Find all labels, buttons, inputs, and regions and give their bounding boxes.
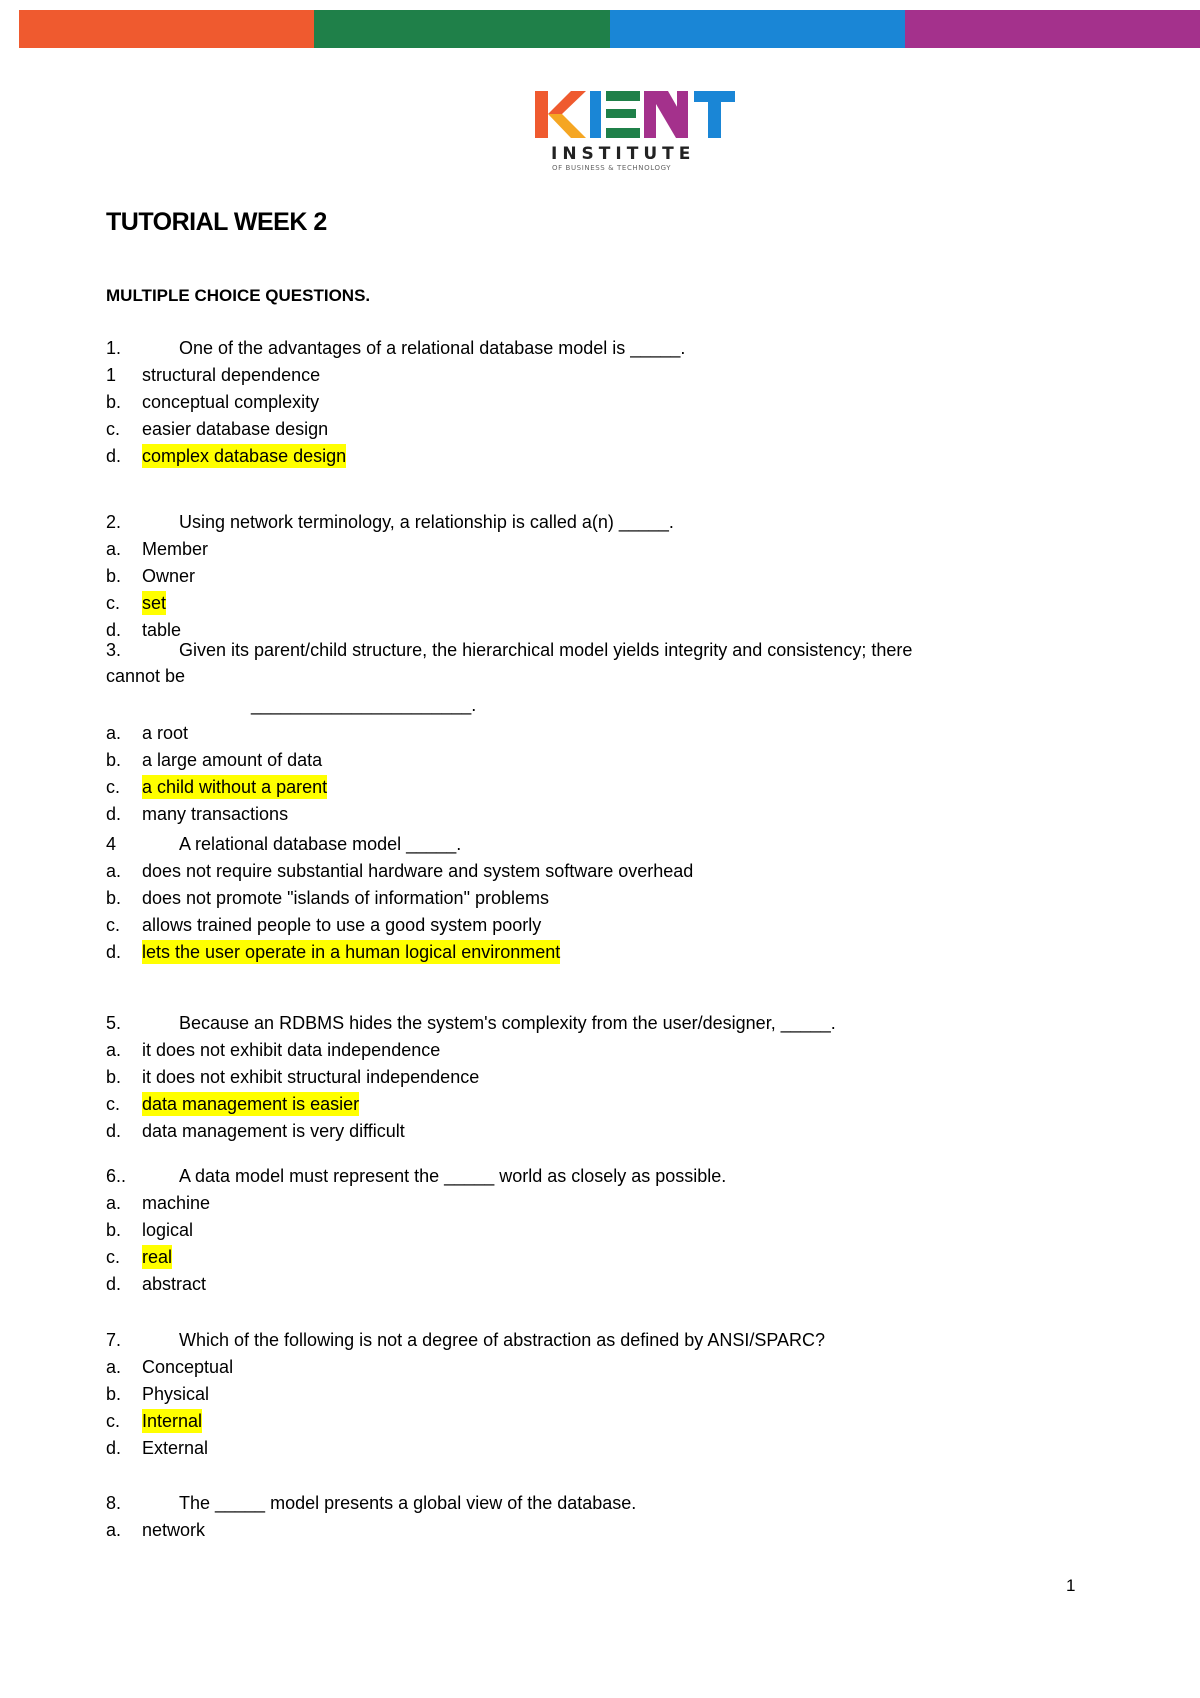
- option-letter: d.: [106, 1438, 122, 1458]
- option-letter: c.: [106, 777, 121, 797]
- color-bar-segment-orange: [19, 10, 314, 48]
- option-text: conceptual complexity: [142, 392, 320, 412]
- option-text: data management is very difficult: [142, 1121, 405, 1141]
- logo-tagline-text: OF BUSINESS & TECHNOLOGY: [552, 164, 672, 172]
- option-text: easier database design: [142, 419, 329, 439]
- option-text-highlighted-answer: set: [142, 593, 167, 613]
- option-letter: a.: [106, 723, 122, 743]
- option-letter: a.: [106, 1040, 122, 1060]
- option-letter: b.: [106, 392, 122, 412]
- option-text: Physical: [142, 1384, 210, 1404]
- option-text: table: [142, 620, 182, 640]
- option-letter: d.: [106, 1274, 122, 1294]
- question-text: Because an RDBMS hides the system's complexity from the user/designer, _____.: [179, 1013, 836, 1033]
- question-text-continued-text: cannot be: [106, 666, 186, 686]
- option-text: it does not exhibit data independence: [142, 1040, 441, 1060]
- section-subtitle: MULTIPLE CHOICE QUESTIONS.: [106, 286, 371, 305]
- option-letter: a.: [106, 1193, 122, 1213]
- logo-institute-text: INSTITUTE: [551, 144, 696, 164]
- option-text-highlighted-answer: complex database design: [142, 446, 347, 466]
- option-text: network: [142, 1520, 206, 1540]
- question-number: 7.: [106, 1330, 122, 1350]
- option-letter: d.: [106, 620, 122, 640]
- option-text: Conceptual: [142, 1357, 234, 1377]
- option-text: a large amount of data: [142, 750, 323, 770]
- option-text: Owner: [142, 566, 196, 586]
- color-bar-segment-green: [314, 10, 609, 48]
- option-letter: b.: [106, 1067, 122, 1087]
- option-text: structural dependence: [142, 365, 321, 385]
- option-letter: c.: [106, 1247, 121, 1267]
- option-letter: b.: [106, 888, 122, 908]
- question-number: 1.: [106, 338, 122, 358]
- question-number: 4: [106, 834, 117, 854]
- option-letter: c.: [106, 1411, 121, 1431]
- question-number: 8.: [106, 1493, 122, 1513]
- option-letter: d.: [106, 446, 122, 466]
- option-letter: c.: [106, 915, 121, 935]
- option-text: logical: [142, 1220, 194, 1240]
- question-text: A relational database model _____.: [179, 834, 462, 854]
- question-text: Given its parent/child structure, the hierarchical model yields integrity and consistency; there: [179, 640, 913, 660]
- question-text: Which of the following is not a degree of abstraction as defined by ANSI/SPARC?: [179, 1330, 826, 1350]
- option-letter: d.: [106, 942, 122, 962]
- option-text: it does not exhibit structural independence: [142, 1067, 480, 1087]
- option-text: Member: [142, 539, 209, 559]
- question-text: One of the advantages of a relational database model is _____.: [179, 338, 686, 358]
- kent-institute-logo: [531, 88, 753, 172]
- color-bar-segment-purple: [905, 10, 1200, 48]
- header-color-bar: [19, 10, 1200, 48]
- answer-blank: ______________________.: [251, 695, 477, 715]
- option-text-highlighted-answer: Internal: [142, 1411, 203, 1431]
- option-text-highlighted-answer: real: [142, 1247, 173, 1267]
- question-text: A data model must represent the _____ world as closely as possible.: [179, 1166, 727, 1186]
- option-letter: b.: [106, 750, 122, 770]
- option-text: many transactions: [142, 804, 289, 824]
- option-letter: c.: [106, 593, 121, 613]
- option-text: does not promote "islands of information" problems: [142, 888, 549, 908]
- option-letter: 1: [106, 365, 117, 385]
- option-letter: b.: [106, 566, 122, 586]
- option-text-highlighted-answer: a child without a parent: [142, 777, 328, 797]
- question-number: 2.: [106, 512, 122, 532]
- option-text-highlighted-answer: data management is easier: [142, 1094, 360, 1114]
- option-text-highlighted-answer: lets the user operate in a human logical environment: [142, 942, 561, 962]
- option-letter: c.: [106, 419, 121, 439]
- question-text: Using network terminology, a relationship is called a(n) _____.: [179, 512, 674, 532]
- option-letter: a.: [106, 1520, 122, 1540]
- page-number: 1: [1066, 1576, 1076, 1595]
- option-letter: d.: [106, 804, 122, 824]
- option-text: allows trained people to use a good system poorly: [142, 915, 542, 935]
- option-text: machine: [142, 1193, 211, 1213]
- option-letter: a.: [106, 539, 122, 559]
- option-text: a root: [142, 723, 189, 743]
- option-letter: c.: [106, 1094, 121, 1114]
- page-title: TUTORIAL WEEK 2: [106, 208, 327, 236]
- color-bar-segment-blue: [610, 10, 905, 48]
- question-text: The _____ model presents a global view of the database.: [179, 1493, 637, 1513]
- question-number: 5.: [106, 1013, 122, 1033]
- option-text: External: [142, 1438, 209, 1458]
- question-number: 6..: [106, 1166, 127, 1186]
- option-text: abstract: [142, 1274, 207, 1294]
- option-letter: a.: [106, 861, 122, 881]
- option-letter: b.: [106, 1384, 122, 1404]
- option-letter: b.: [106, 1220, 122, 1240]
- kent-logo-letters: [535, 91, 735, 138]
- question-number: 3.: [106, 640, 122, 660]
- option-text: does not require substantial hardware and system software overhead: [142, 861, 694, 881]
- option-letter: a.: [106, 1357, 122, 1377]
- option-letter: d.: [106, 1121, 122, 1141]
